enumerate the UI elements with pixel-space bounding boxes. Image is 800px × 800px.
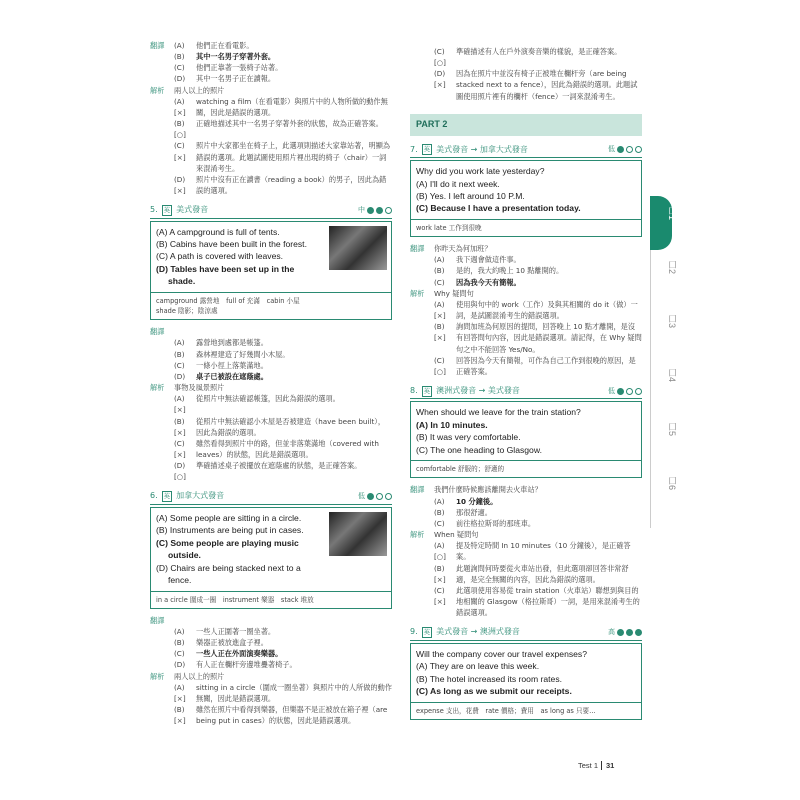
answer-option: outside. bbox=[168, 550, 201, 561]
option-mark: (C) bbox=[434, 518, 445, 528]
answer-option: (D) Chairs are being stacked next to a bbox=[156, 562, 301, 573]
accent-label: 加拿大式發音 bbox=[176, 491, 225, 501]
text-line bbox=[410, 540, 642, 562]
option-text: 有人正在欄杆旁邊堆疊著椅子。 bbox=[196, 660, 297, 670]
answer-option: (C) As long as we submit our receipts. bbox=[416, 686, 572, 697]
text-line bbox=[410, 321, 642, 354]
text-line bbox=[150, 626, 392, 637]
vocab-line: comfortable 舒服的；舒適的 bbox=[416, 465, 505, 474]
vocabulary-box bbox=[410, 703, 642, 720]
question-title bbox=[150, 204, 208, 216]
chapter-tab bbox=[650, 304, 680, 358]
option-text: 從照片中無法確認帳篷，因此為錯誤的選項。 bbox=[196, 394, 340, 404]
text-line bbox=[150, 659, 392, 670]
section-title: 兩人以上的照片 bbox=[174, 85, 225, 95]
difficulty-dot bbox=[376, 493, 383, 500]
answer-option: shade. bbox=[168, 276, 196, 287]
section-label-row bbox=[150, 671, 392, 682]
answer-option: (C) A path is covered with leaves. bbox=[156, 251, 284, 262]
text-line bbox=[150, 118, 392, 140]
text-line bbox=[410, 585, 642, 618]
chapter-tab bbox=[650, 358, 680, 412]
option-text: 露營地到處都是帳篷。 bbox=[196, 338, 268, 348]
difficulty-level: 高 bbox=[608, 628, 615, 637]
answer-option: (A) I'll do it next week. bbox=[416, 178, 500, 189]
chapter-tab bbox=[650, 466, 680, 520]
option-mark: (D) bbox=[174, 371, 186, 381]
difficulty-dot bbox=[367, 207, 374, 214]
answer-option: (B) Cabins have been built in the forest. bbox=[156, 239, 307, 250]
difficulty bbox=[608, 386, 642, 397]
footer-test-label: Test 1 bbox=[578, 761, 599, 770]
question-box bbox=[410, 643, 642, 703]
audio-icon: 英 bbox=[423, 145, 431, 154]
translation-header bbox=[150, 326, 392, 337]
difficulty-dot bbox=[617, 629, 624, 636]
difficulty-dot bbox=[626, 146, 633, 153]
question-number: 7. bbox=[410, 144, 418, 154]
question-header bbox=[150, 490, 392, 504]
option-text: 提及特定時間 In 10 minutes（10 分鐘後），是正確答案。 bbox=[456, 541, 631, 562]
option-text: 正確地描述其中一名男子穿著外套的狀態，故為正確答案。 bbox=[196, 119, 383, 129]
part-heading: PART 2 bbox=[410, 114, 642, 136]
right-column bbox=[410, 46, 642, 720]
option-text: 他們正在看電影。 bbox=[196, 41, 254, 50]
option-mark: (C) bbox=[174, 649, 185, 659]
text-line bbox=[150, 393, 392, 415]
question-number: 9. bbox=[410, 627, 418, 637]
option-mark: (A) [×] bbox=[174, 96, 186, 117]
section-label: 翻譯 bbox=[410, 244, 425, 254]
option-mark: (B) [×] bbox=[174, 705, 186, 726]
option-mark: (B) [×] bbox=[174, 416, 186, 437]
option-text: 那很舒適。 bbox=[456, 507, 492, 517]
option-mark: (C) [×] bbox=[174, 141, 186, 162]
translation-header bbox=[410, 484, 642, 495]
option-text: 準確描述桌子被擺放在遮蔭處的狀態，是正確答案。 bbox=[196, 461, 362, 471]
vocabulary-box bbox=[410, 461, 642, 478]
text-line bbox=[150, 62, 392, 73]
option-mark: (A) bbox=[434, 496, 445, 506]
page-number: 31 bbox=[601, 761, 614, 770]
question-title bbox=[410, 385, 520, 397]
option-text: 森林裡建造了好幾間小木屋。 bbox=[196, 349, 290, 359]
chapter-tabs bbox=[650, 196, 680, 520]
text-line bbox=[410, 563, 642, 585]
vocab-line: expense 支出，花費 rate 價格；費用 as long as 只要… bbox=[416, 706, 596, 715]
question-title bbox=[150, 490, 224, 502]
vocab-line: shade 陰影；陰涼處 bbox=[156, 307, 218, 316]
text-line bbox=[150, 73, 392, 84]
option-mark: (A) bbox=[174, 338, 185, 348]
text-line bbox=[150, 174, 392, 196]
option-mark: (A) bbox=[174, 626, 185, 636]
option-mark: (A) [×] bbox=[174, 394, 186, 415]
text-line bbox=[410, 277, 642, 288]
text-line bbox=[410, 518, 642, 529]
option-text: 雖然在照片中看得到樂器，但樂器不是正被放在箱子裡（are being put in cases）的狀態，因此是錯誤選項。 bbox=[196, 705, 388, 726]
accent-label: 澳洲式發音 → 美式發音 bbox=[436, 386, 520, 396]
vocabulary-box bbox=[410, 220, 642, 237]
text-line bbox=[410, 68, 642, 101]
section-label: 翻譯 bbox=[150, 41, 165, 50]
option-mark: (B) bbox=[174, 52, 185, 62]
text-line bbox=[410, 507, 642, 518]
option-text: 是的，我大約晚上 10 點離開的。 bbox=[456, 266, 564, 276]
option-text: 使用與句中的 work（工作）及與其相關的 do it（做）一詞，是試圖混淆考生的錯誤選項。 bbox=[456, 299, 638, 321]
option-text: 一條小徑上落葉滿地。 bbox=[196, 360, 268, 370]
option-text: 因為我今天有簡報。 bbox=[456, 277, 521, 287]
text-line bbox=[410, 496, 642, 507]
answer-option: (A) In 10 minutes. bbox=[416, 419, 488, 430]
answer-option: (C) The one heading to Glasgow. bbox=[416, 444, 542, 455]
option-mark: (D) [×] bbox=[174, 174, 186, 196]
option-text: 此題詢問何時要從火車站出發，但此選項卻回答非常舒適，是完全無關的內容，因此為錯誤的選項。 bbox=[456, 563, 629, 584]
option-mark: (A) [×] bbox=[174, 682, 186, 703]
section-label: 翻譯 bbox=[150, 615, 165, 625]
question-photo bbox=[329, 226, 387, 270]
page-footer bbox=[578, 760, 614, 772]
text-line bbox=[150, 416, 392, 438]
option-mark: (B) bbox=[434, 507, 445, 517]
option-mark: (A) bbox=[434, 255, 445, 265]
chapter-tab-label: 口1 bbox=[667, 206, 677, 221]
answer-option: fence. bbox=[168, 575, 192, 586]
section-title: When 疑問句 bbox=[434, 530, 479, 540]
accent-label: 美式發音 → 澳洲式發音 bbox=[436, 627, 520, 637]
translation-header bbox=[150, 615, 392, 626]
text-line bbox=[150, 637, 392, 648]
answer-option: Will the company cover our travel expenses? bbox=[416, 648, 587, 659]
option-mark: (B) [×] bbox=[434, 563, 446, 584]
option-text: 桌子已被設在遮蔭處。 bbox=[196, 371, 268, 381]
chapter-tab bbox=[650, 196, 677, 250]
answer-option: When should we leave for the train station? bbox=[416, 407, 581, 418]
chapter-tab-label: 口5 bbox=[667, 422, 677, 437]
text-line bbox=[150, 460, 392, 482]
text-line bbox=[410, 254, 642, 265]
chapter-tab-label: 口4 bbox=[667, 368, 677, 383]
translation-question: 你昨天為何加班？ bbox=[434, 244, 492, 254]
chapter-tab bbox=[650, 412, 680, 466]
option-mark: (D) [×] bbox=[434, 69, 446, 90]
option-mark: (B) [○] bbox=[174, 119, 186, 140]
section-label: 解析 bbox=[410, 530, 425, 540]
audio-icon: 英 bbox=[163, 205, 171, 214]
option-mark: (C) bbox=[434, 277, 445, 287]
translation-question: 我們什麼時候應該離開去火車站？ bbox=[434, 485, 542, 495]
option-mark: (C) [○] bbox=[434, 47, 446, 68]
option-text: 準確描述有人在戶外演奏音樂的樣貌，是正確答案。 bbox=[456, 47, 622, 56]
vocab-line: campground 露營地 full of 充滿 cabin 小屋 bbox=[156, 296, 300, 305]
question-number: 5. bbox=[150, 205, 158, 215]
difficulty-level: 中 bbox=[358, 205, 365, 214]
vocabulary-box bbox=[150, 293, 392, 320]
option-text: 詢問加班為何原因的提問，回答晚上 10 點才離開，是沒有回答問句內容，因此是錯誤選項。請記得，在 Why 疑問句之中不能回答 Yes/No。 bbox=[456, 322, 642, 354]
text-line bbox=[410, 46, 642, 68]
answer-option: (B) Instruments are being put in cases. bbox=[156, 525, 304, 536]
text-line bbox=[150, 438, 392, 460]
audio-icon: 英 bbox=[423, 628, 431, 636]
vocab-line: work late 工作到很晚 bbox=[416, 223, 482, 232]
difficulty-dot bbox=[635, 388, 642, 395]
translation-header bbox=[150, 40, 392, 51]
difficulty-dot bbox=[635, 146, 642, 153]
question-header bbox=[410, 385, 642, 399]
question-box bbox=[410, 401, 642, 461]
answer-option: (A) A campground is full of tents. bbox=[156, 226, 280, 237]
difficulty-level: 低 bbox=[608, 386, 615, 395]
section-label: 解析 bbox=[150, 383, 165, 393]
text-line bbox=[150, 337, 392, 348]
question-box bbox=[150, 221, 392, 293]
text-line bbox=[410, 355, 642, 377]
section-label-row bbox=[410, 529, 642, 540]
option-text: 此選項使用容易從 train station（火車站）聯想到與目的地相關的 Glasgow（格拉斯哥）一詞，是用來混淆考生的錯誤選項。 bbox=[456, 585, 640, 618]
option-mark: (B) bbox=[174, 349, 185, 359]
text-line bbox=[150, 349, 392, 360]
audio-icon: 英 bbox=[163, 492, 171, 501]
section-label: 解析 bbox=[410, 288, 425, 298]
option-text: 因為在照片中並沒有椅子正被堆在欄杆旁（are being stacked next to a fence），因此為錯誤的選項。此題試圖使用照片裡有的欄杆（fence）一詞來混淆考生。 bbox=[456, 69, 638, 101]
difficulty-level: 低 bbox=[358, 492, 365, 501]
text-line bbox=[410, 299, 642, 321]
option-text: 照片中沒有正在讀書（reading a book）的男子，因此為錯誤的選項。 bbox=[196, 174, 387, 196]
difficulty bbox=[358, 205, 392, 216]
section-label-row bbox=[410, 288, 642, 299]
option-mark: (C) [×] bbox=[174, 438, 186, 459]
option-text: 一些人正在外面演奏樂器。 bbox=[196, 649, 283, 659]
vocabulary-box bbox=[150, 592, 392, 609]
option-mark: (A) [○] bbox=[434, 541, 446, 562]
option-mark: (C) [×] bbox=[434, 585, 446, 606]
section-label: 解析 bbox=[150, 671, 165, 681]
option-text: watching a film（在看電影）與照片中的人物所做的動作無關，因此是錯誤的選項。 bbox=[196, 96, 388, 117]
option-text: 其中一名男子穿著外套。 bbox=[196, 52, 276, 62]
question-number: 6. bbox=[150, 491, 158, 501]
option-mark: (D) bbox=[174, 660, 186, 670]
difficulty-dot bbox=[367, 493, 374, 500]
translation-lines bbox=[150, 51, 392, 84]
answer-option: (B) The hotel increased its room rates. bbox=[416, 673, 562, 684]
section-label: 解析 bbox=[150, 85, 165, 95]
section-label: 翻譯 bbox=[150, 327, 165, 337]
section-label: 翻譯 bbox=[410, 485, 425, 495]
section-label-row bbox=[150, 85, 392, 96]
question-number: 8. bbox=[410, 386, 418, 396]
option-text: 從照片中無法確認小木屋是否被建造（have been built），因此為錯誤的選項。 bbox=[196, 416, 386, 437]
option-text: 前往格拉斯哥的那班車。 bbox=[456, 518, 536, 528]
section-title: Why 疑問句 bbox=[434, 288, 474, 298]
difficulty-level: 低 bbox=[608, 145, 615, 154]
question-header bbox=[410, 144, 642, 158]
text-line bbox=[150, 51, 392, 62]
option-text: 雖然看得到照片中的路，但並非落葉滿地（covered with leaves）的狀態，因此是錯誤選項。 bbox=[196, 438, 379, 459]
section-label-row bbox=[150, 382, 392, 393]
difficulty bbox=[608, 144, 642, 155]
difficulty-dot bbox=[635, 629, 642, 636]
text-line bbox=[150, 682, 392, 704]
text-line bbox=[410, 265, 642, 276]
option-mark: (B) bbox=[174, 638, 185, 648]
text-line bbox=[150, 704, 392, 726]
option-mark: (B) [×] bbox=[434, 322, 446, 343]
answer-option: Why did you work late yesterday? bbox=[416, 166, 545, 177]
chapter-tab bbox=[650, 250, 680, 304]
text-line bbox=[150, 371, 392, 382]
difficulty bbox=[358, 491, 392, 502]
chapter-tab-label: 口2 bbox=[667, 260, 677, 275]
answer-option: (A) They are on leave this week. bbox=[416, 661, 540, 672]
question-header bbox=[410, 626, 642, 640]
option-mark: (A) [×] bbox=[434, 299, 446, 321]
difficulty-dot bbox=[376, 207, 383, 214]
answer-option: (D) Tables have been set up in the bbox=[156, 263, 295, 274]
option-text: 他們正靠著一張椅子站著。 bbox=[196, 63, 283, 73]
option-text: 照片中大家都坐在椅子上，此選項則描述大家靠站著，明顯為錯誤的選項。此題試圖使用照片裡出現的椅子（chair）一詞來混淆考生。 bbox=[196, 141, 391, 173]
question-photo bbox=[329, 512, 387, 556]
chapter-tab-label: 口6 bbox=[667, 476, 677, 491]
question-box bbox=[410, 160, 642, 220]
option-mark: (B) bbox=[434, 266, 445, 276]
section-title: 兩人以上的照片 bbox=[174, 671, 225, 681]
accent-label: 美式發音 bbox=[176, 205, 209, 215]
difficulty-dot bbox=[385, 207, 392, 214]
text-line bbox=[150, 96, 392, 118]
answer-option: (C) Because I have a presentation today. bbox=[416, 203, 581, 214]
option-text: 其中一名男子正在讀報。 bbox=[196, 74, 276, 84]
option-mark: (D) [○] bbox=[174, 461, 186, 482]
section-title: 事物及風景照片 bbox=[174, 383, 225, 393]
option-text: sitting in a circle（圍成一圈坐著）與照片中的人所做的動作無關，因此是錯誤選項。 bbox=[196, 682, 392, 703]
option-mark: (C) bbox=[174, 63, 185, 73]
question-box bbox=[150, 507, 392, 592]
answer-option: (B) It was very comfortable. bbox=[416, 432, 521, 443]
accent-label: 美式發音 → 加拿大式發音 bbox=[436, 144, 528, 154]
answer-option: (B) Yes. I left around 10 P.M. bbox=[416, 191, 525, 202]
option-text: 回答因為今天有簡報，可作為自己工作到很晚的原因，是正確答案。 bbox=[456, 355, 636, 376]
difficulty-dot bbox=[385, 493, 392, 500]
left-column bbox=[150, 40, 392, 726]
option-text: 10 分鐘後。 bbox=[456, 496, 498, 506]
vocab-line: in a circle 圍成一圈 instrument 樂器 stack 堆放 bbox=[156, 595, 314, 604]
option-mark: (D) bbox=[174, 74, 186, 84]
difficulty-dot bbox=[617, 388, 624, 395]
answer-option: (A) Some people are sitting in a circle. bbox=[156, 512, 302, 523]
question-title bbox=[410, 626, 520, 638]
option-mark: (C) [○] bbox=[434, 355, 446, 376]
option-text: 一些人正圍著一圈坐著。 bbox=[196, 626, 276, 636]
option-mark: (C) bbox=[174, 360, 185, 370]
text-line bbox=[150, 360, 392, 371]
difficulty bbox=[608, 627, 642, 638]
question-title bbox=[410, 144, 528, 156]
question-header bbox=[150, 204, 392, 218]
chapter-tab-label: 口3 bbox=[667, 314, 677, 329]
audio-icon: 英 bbox=[423, 386, 431, 395]
answer-option: (C) Some people are playing music bbox=[156, 537, 299, 548]
option-text: 我下週會做這件事。 bbox=[456, 255, 521, 265]
translation-header bbox=[410, 243, 642, 254]
difficulty-dot bbox=[626, 629, 633, 636]
option-mark: (A) bbox=[174, 41, 185, 50]
text-line bbox=[150, 648, 392, 659]
difficulty-dot bbox=[617, 146, 624, 153]
text-line bbox=[150, 140, 392, 173]
difficulty-dot bbox=[626, 388, 633, 395]
option-text: 樂器正被放進盒子裡。 bbox=[196, 638, 268, 648]
